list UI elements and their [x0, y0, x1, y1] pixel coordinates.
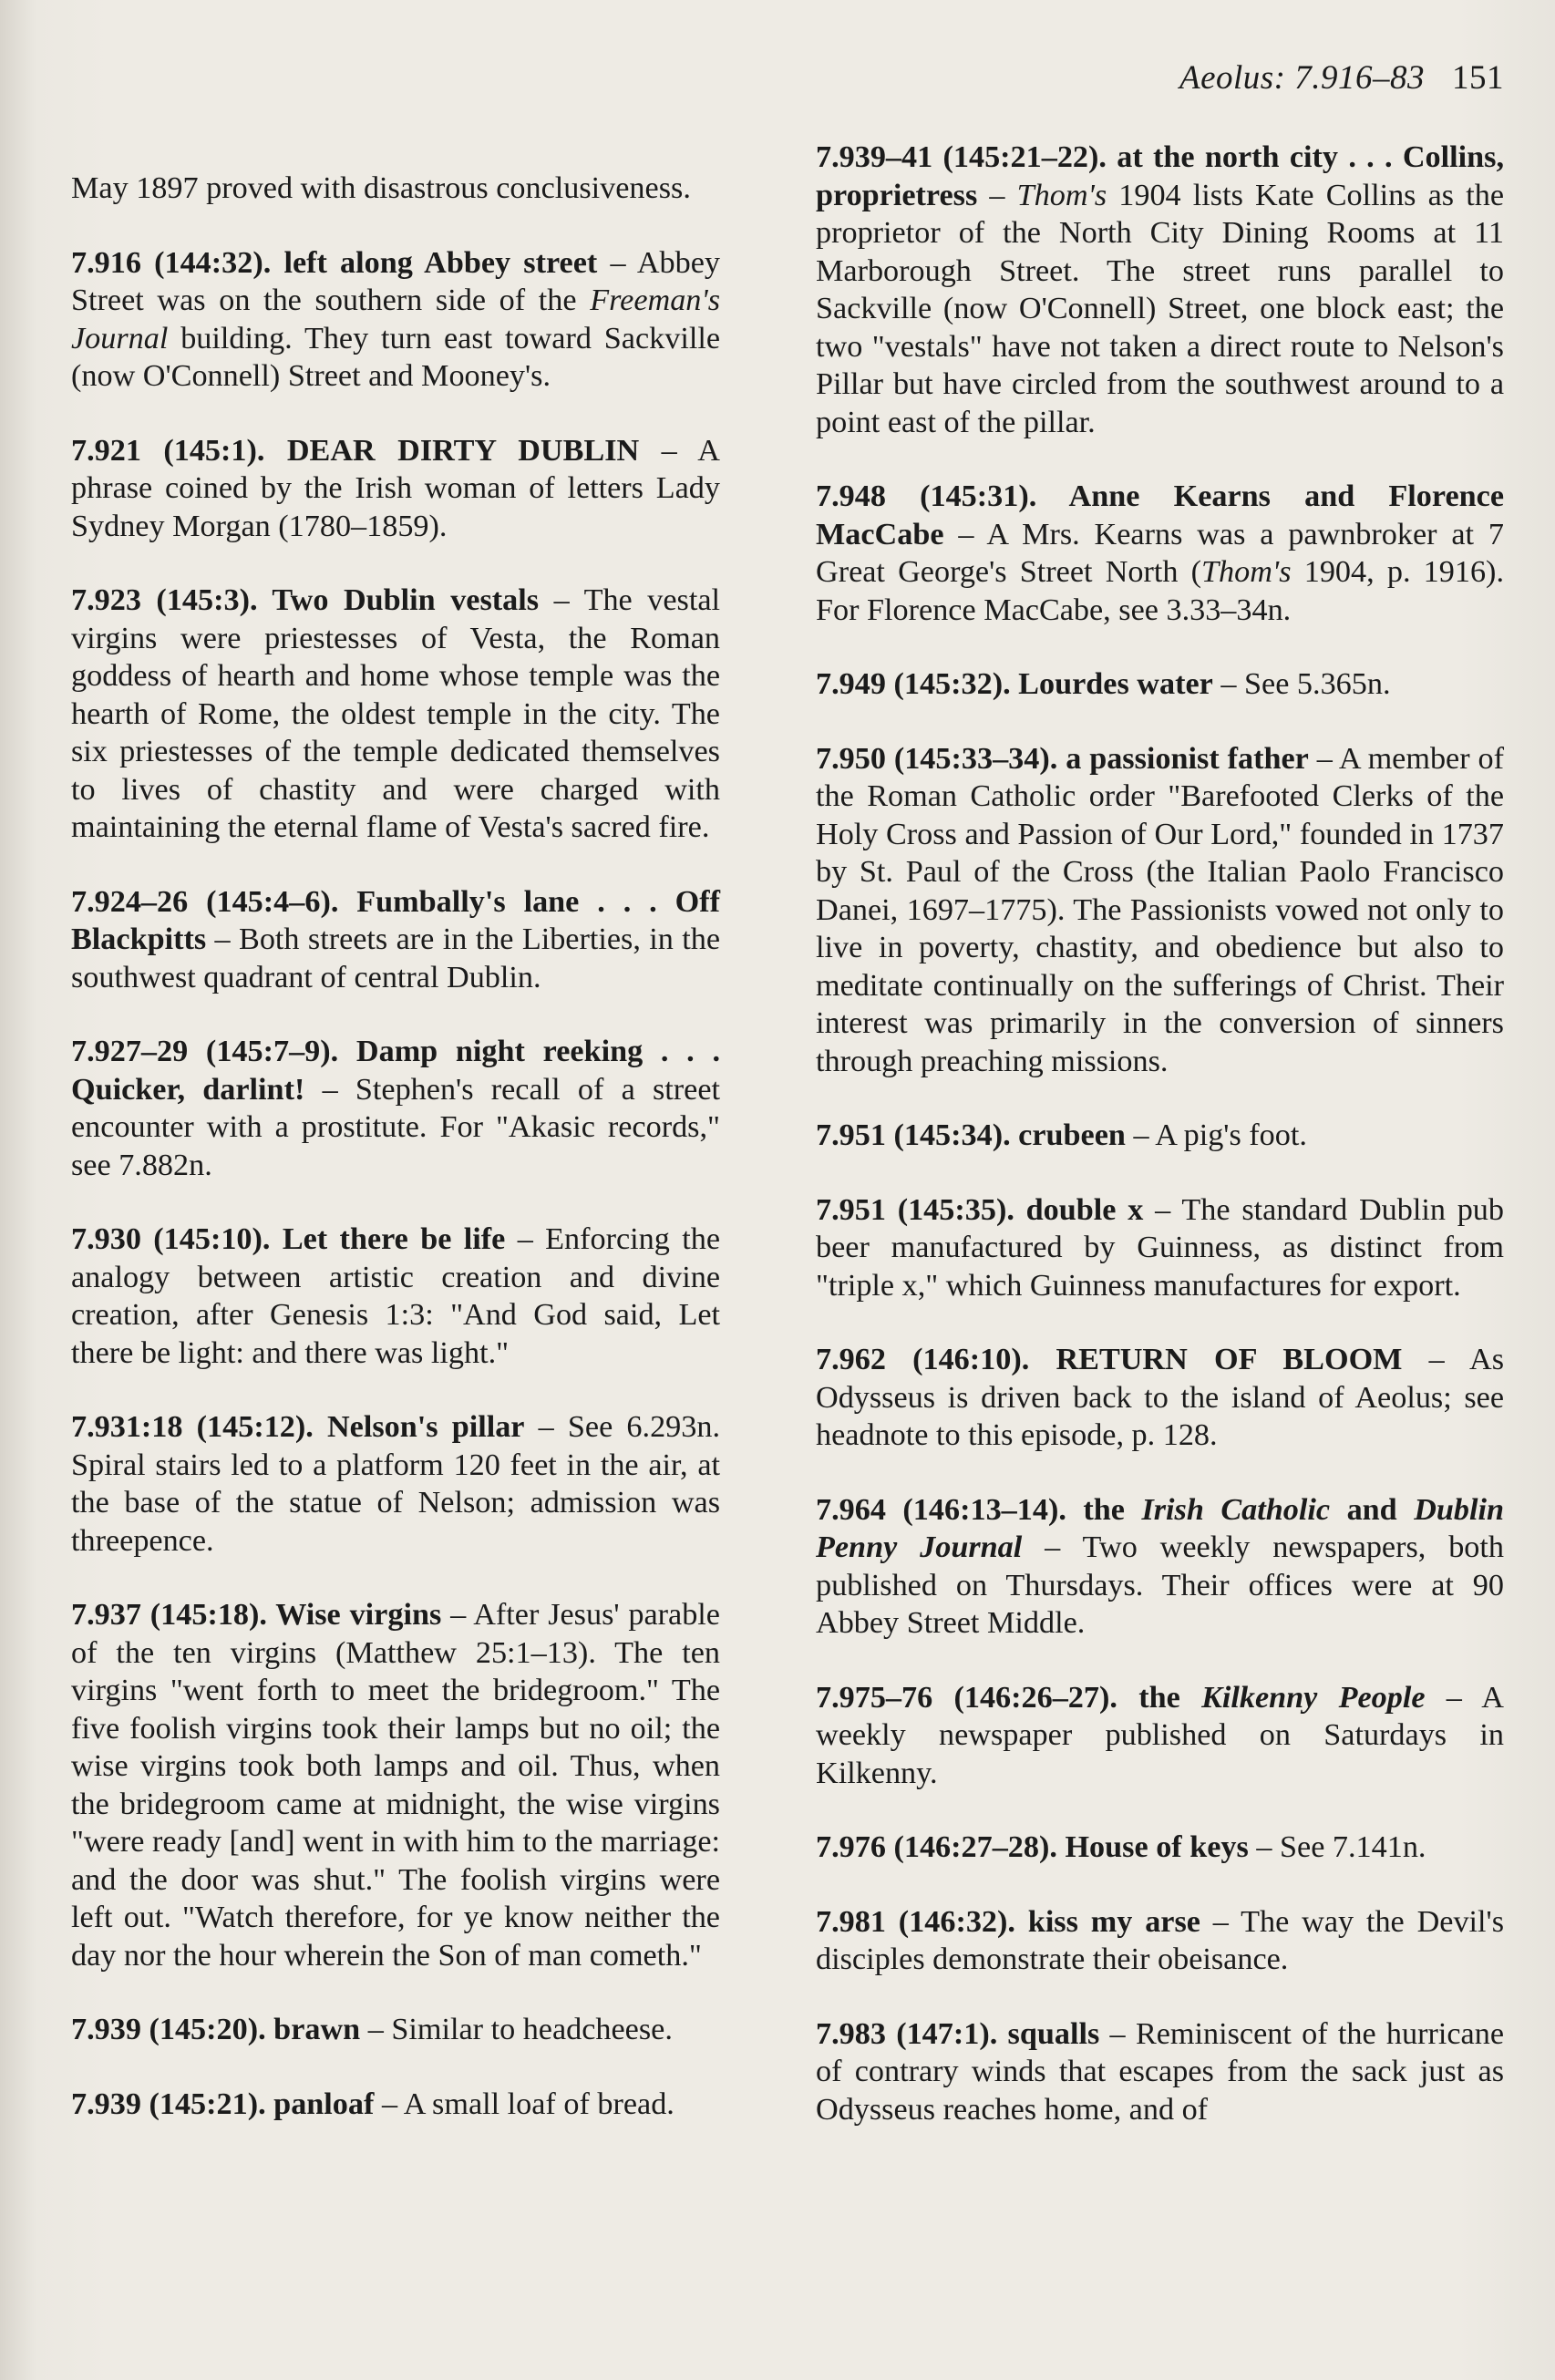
entry-reference-lemma: 7.949 (145:32). Lourdes water [816, 667, 1213, 701]
entry-body: Reminiscent of the hurricane of contrary winds that escapes from the sack just as Odysseus reaches home, and of [816, 2016, 1504, 2127]
right-column [816, 139, 1504, 2165]
entry-reference-lemma: 7.975–76 (146:26–27). the Kilkenny People [816, 1680, 1426, 1715]
continued-text: May 1897 proved with disastrous conclusiveness. [71, 171, 691, 206]
entry-body: Two weekly newspapers, both published on Thursdays. Their offices were at 90 Abbey Street Middle. [816, 1530, 1504, 1640]
running-head-title: Aeolus: 7.916–83 [1179, 59, 1425, 97]
entry-reference-lemma: 7.921 (145:1). DEAR DIRTY DUBLIN [71, 433, 640, 468]
annotation-entry: 7.931:18 (145:12). Nelson's pillar – See 6.293n. Spiral stairs led to a platform 120 feet in the air, at the base of the statue of Nelson; admission was threepence. [71, 1410, 720, 1558]
annotation-entry: 7.981 (146:32). kiss my arse – The way the Devil's disciples demonstrate their obeisance. [816, 1904, 1504, 1976]
annotation-entry: 7.951 (145:34). crubeen – A pig's foot. [816, 1118, 1307, 1152]
annotation-entry: 7.949 (145:32). Lourdes water – See 5.365n. [816, 667, 1391, 701]
entry-body: A phrase coined by the Irish woman of letters Lady Sydney Morgan (1780–1859). [71, 433, 720, 543]
annotation-entry: 7.939 (145:20). brawn – Similar to headcheese. [71, 2013, 673, 2047]
entry-reference-lemma: 7.951 (145:34). crubeen [816, 1118, 1126, 1152]
entry-body: As Odysseus is driven back to the island of Aeolus; see headnote to this episode, p. 128. [816, 1343, 1504, 1452]
entry-body: After Jesus' parable of the ten virgins (Matthew 25:1–13). The ten virgins "went forth to meet the bridegroom." The five foolish virgins took their lamps but no oil; the wise virgins took both lamps and oil. Thus, when the bridegroom came at midnight, the wise virgins "were ready [and] went in with him to the marriage: and the door was shut." The foolish virgins were left out. "Watch therefore, for ye know neither the day nor the hour wherein the Son of man cometh." [71, 1598, 720, 1973]
left-column [71, 139, 720, 2159]
annotation-entry: 7.951 (145:35). double x – The standard Dublin pub beer manufactured by Guinness, as distinct from "triple x," which Guinness manufactures for export. [816, 1192, 1504, 1303]
annotation-entry: 7.930 (145:10). Let there be life – Enforcing the analogy between artistic creation and divine creation, after Genesis 1:3: "And God said, Let there be light: and there was light." [71, 1222, 721, 1370]
entry-reference-lemma: 7.976 (146:27–28). House of keys [816, 1830, 1249, 1864]
annotation-entry: 7.927–29 (145:7–9). Damp night reeking . . . Quicker, darlint! – Stephen's recall of a street encounter with a prostitute. For "Akasic records," see 7.882n. [71, 1035, 721, 1182]
annotation-entry: 7.962 (146:10). RETURN OF BLOOM – As Odysseus is driven back to the island of Aeolus; see headnote to this episode, p. 128. [816, 1343, 1504, 1452]
entry-reference-lemma: 7.937 (145:18). Wise virgins [71, 1598, 442, 1633]
annotation-entry: 7.964 (146:13–14). the Irish Catholic and Dublin Penny Journal – Two weekly newspapers, both published on Thursdays. Their offices were at 90 Abbey Street Middle. [816, 1492, 1504, 1640]
annotation-entry: 7.924–26 (145:4–6). Fumbally's lane . . . Off Blackpitts – Both streets are in the Liberties, in the southwest quadrant of central Dublin. [71, 884, 721, 994]
entry-reference-lemma: 7.930 (145:10). Let there be life [71, 1222, 506, 1257]
entry-reference-lemma: 7.962 (146:10). RETURN OF BLOOM [816, 1343, 1403, 1376]
entry-body: A weekly newspaper published on Saturdays in Kilkenny. [816, 1680, 1504, 1790]
entry-body: Similar to headcheese. [391, 2013, 673, 2047]
entry-reference-lemma: 7.939 (145:21). panloaf [71, 2086, 375, 2121]
entry-body: The vestal virgins were priestesses of Vesta, the Roman goddess of hearth and home whose temple was the hearth of Rome, the oldest temple in the city. The six priestesses of the temple dedicated themselves to lives of chastity and were charged with maintaining the eternal flame of Vesta's sacred fire. [71, 583, 720, 845]
entry-reference-lemma: 7.939–41 (145:21–22). at the north city . . . Collins, proprietress [816, 140, 1504, 212]
annotation-entry: 7.983 (147:1). squalls – Reminiscent of the hurricane of contrary winds that escapes from the sack just as Odysseus reaches home, and of [816, 2016, 1504, 2127]
entry-body: A Mrs. Kearns was a pawnbroker at 7 Great George's Street North (Thom's 1904, p. 1916). For Florence MacCabe, see 3.33–34n. [816, 517, 1504, 627]
entry-body: A small loaf of bread. [403, 2086, 675, 2121]
entry-body: Abbey Street was on the southern side of the Freeman's Journal building. They turn east toward Sackville (now O'Connell) Street and Mooney's. [71, 245, 720, 394]
left-entries [71, 244, 720, 2124]
annotation-entry: 7.948 (145:31). Anne Kearns and Florence MacCabe – A Mrs. Kearns was a pawnbroker at 7 Great George's Street North (Thom's 1904, p. 1916). For Florence MacCabe, see 3.33–34n. [816, 479, 1504, 627]
running-head [1179, 58, 1504, 98]
annotation-entry: 7.939 (145:21). panloaf – A small loaf of bread. [71, 2086, 675, 2121]
entry-reference-lemma: 7.931:18 (145:12). Nelson's pillar [71, 1410, 525, 1445]
page-number: 151 [1452, 59, 1504, 97]
entry-reference-lemma: 7.964 (146:13–14). the Irish Catholic and Dublin Penny Journal [816, 1492, 1504, 1564]
annotation-entry: 7.923 (145:3). Two Dublin vestals – The vestal virgins were priestesses of Vesta, the Roman goddess of hearth and home whose temple was the hearth of Rome, the oldest temple in the city. The six priestesses of the temple dedicated themselves to lives of chastity and were charged with maintaining the eternal flame of Vesta's sacred fire. [71, 583, 720, 845]
right-entries [816, 139, 1504, 2128]
entry-body: See 7.141n. [1280, 1830, 1426, 1864]
annotation-entry: 7.916 (144:32). left along Abbey street – Abbey Street was on the southern side of the Freeman's Journal building. They turn east toward Sackville (now O'Connell) Street and Mooney's. [71, 245, 720, 394]
entry-body: The way the Devil's disciples demonstrate their obeisance. [816, 1904, 1504, 1976]
annotation-entry: 7.939–41 (145:21–22). at the north city . . . Collins, proprietress – Thom's 1904 lists Kate Collins as the proprietor of the North City Dining Rooms at 11 Marborough Street. The street runs parallel to Sackville (now O'Connell) Street, one block east; the two "vestals" have not taken a direct route to Nelson's Pillar but have circled from the southwest around to a point east of the pillar. [816, 140, 1504, 439]
annotation-entry: 7.950 (145:33–34). a passionist father – A member of the Roman Catholic order "Barefooted Clerks of the Holy Cross and Passion of Our Lord," founded in 1737 by St. Paul of the Cross (the Italian Paolo Francisco Danei, 1697–1775). The Passionists vowed not only to live in poverty, chastity, and obedience but also to meditate continually on the sufferings of Christ. Their interest was primarily in the conversion of sinners through preaching missions. [816, 741, 1504, 1078]
entry-body: See 5.365n. [1244, 667, 1391, 701]
entry-reference-lemma: 7.927–29 (145:7–9). Damp night reeking . . . Quicker, darlint! [71, 1035, 720, 1107]
entry-reference-lemma: 7.983 (147:1). squalls [816, 2016, 1100, 2051]
entry-reference-lemma: 7.923 (145:3). Two Dublin vestals [71, 583, 540, 618]
entry-body: The standard Dublin pub beer manufactured by Guinness, as distinct from "triple x," which Guinness manufactures for export. [816, 1192, 1504, 1303]
entry-body: A pig's foot. [1155, 1118, 1307, 1152]
entry-body: Stephen's recall of a street encounter with a prostitute. For "Akasic records," see 7.882n. [71, 1072, 721, 1182]
entry-reference-lemma: 7.950 (145:33–34). a passionist father [816, 741, 1309, 776]
entry-body: Both streets are in the Liberties, in the southwest quadrant of central Dublin. [71, 922, 721, 994]
entry-reference-lemma: 7.939 (145:20). brawn [71, 2013, 361, 2047]
annotation-entry: 7.975–76 (146:26–27). the Kilkenny People – A weekly newspaper published on Saturdays in Kilkenny. [816, 1680, 1504, 1790]
entry-body: Enforcing the analogy between artistic creation and divine creation, after Genesis 1:3: "And God said, Let there be light: and there was light." [71, 1222, 721, 1370]
entry-reference-lemma: 7.948 (145:31). Anne Kearns and Florence MacCabe [816, 479, 1504, 551]
entry-reference-lemma: 7.916 (144:32). left along Abbey street [71, 245, 598, 280]
entry-reference-lemma: 7.981 (146:32). kiss my arse [816, 1904, 1200, 1939]
entry-body: See 6.293n. Spiral stairs led to a platform 120 feet in the air, at the base of the statue of Nelson; admission was threepence. [71, 1410, 720, 1558]
entry-reference-lemma: 7.951 (145:35). double x [816, 1192, 1144, 1227]
annotation-entry: 7.937 (145:18). Wise virgins – After Jesus' parable of the ten virgins (Matthew 25:1–13). The ten virgins "went forth to meet the bridegroom." The five foolish virgins took their lamps but no oil; the wise virgins took both lamps and oil. Thus, when the bridegroom came at midnight, the wise virgins "were ready [and] went in with him to the marriage: and the door was shut." The foolish virgins were left out. "Watch therefore, for ye know neither the day nor the hour wherein the Son of man cometh." [71, 1598, 720, 1973]
entry-body: Thom's 1904 lists Kate Collins as the proprietor of the North City Dining Rooms at 11 Marborough Street. The street runs parallel to Sackville (now O'Connell) Street, one block east; the two "vestals" have not taken a direct route to Nelson's Pillar but have circled from the southwest around to a point east of the pillar. [816, 178, 1504, 439]
annotation-entry: 7.921 (145:1). DEAR DIRTY DUBLIN – A phrase coined by the Irish woman of letters Lady Sydney Morgan (1780–1859). [71, 433, 720, 543]
entry-reference-lemma: 7.924–26 (145:4–6). Fumbally's lane . . . Off Blackpitts [71, 884, 720, 957]
annotation-entry: 7.976 (146:27–28). House of keys – See 7.141n. [816, 1830, 1426, 1864]
entry-body: A member of the Roman Catholic order "Barefooted Clerks of the Holy Cross and Passion of Our Lord," founded in 1737 by St. Paul of the Cross (the Italian Paolo Francisco Danei, 1697–1775). The Passionists vowed not only to live in poverty, chastity, and obedience but also to meditate continually on the sufferings of Christ. Their interest was primarily in the conversion of sinners through preaching missions. [816, 741, 1504, 1078]
